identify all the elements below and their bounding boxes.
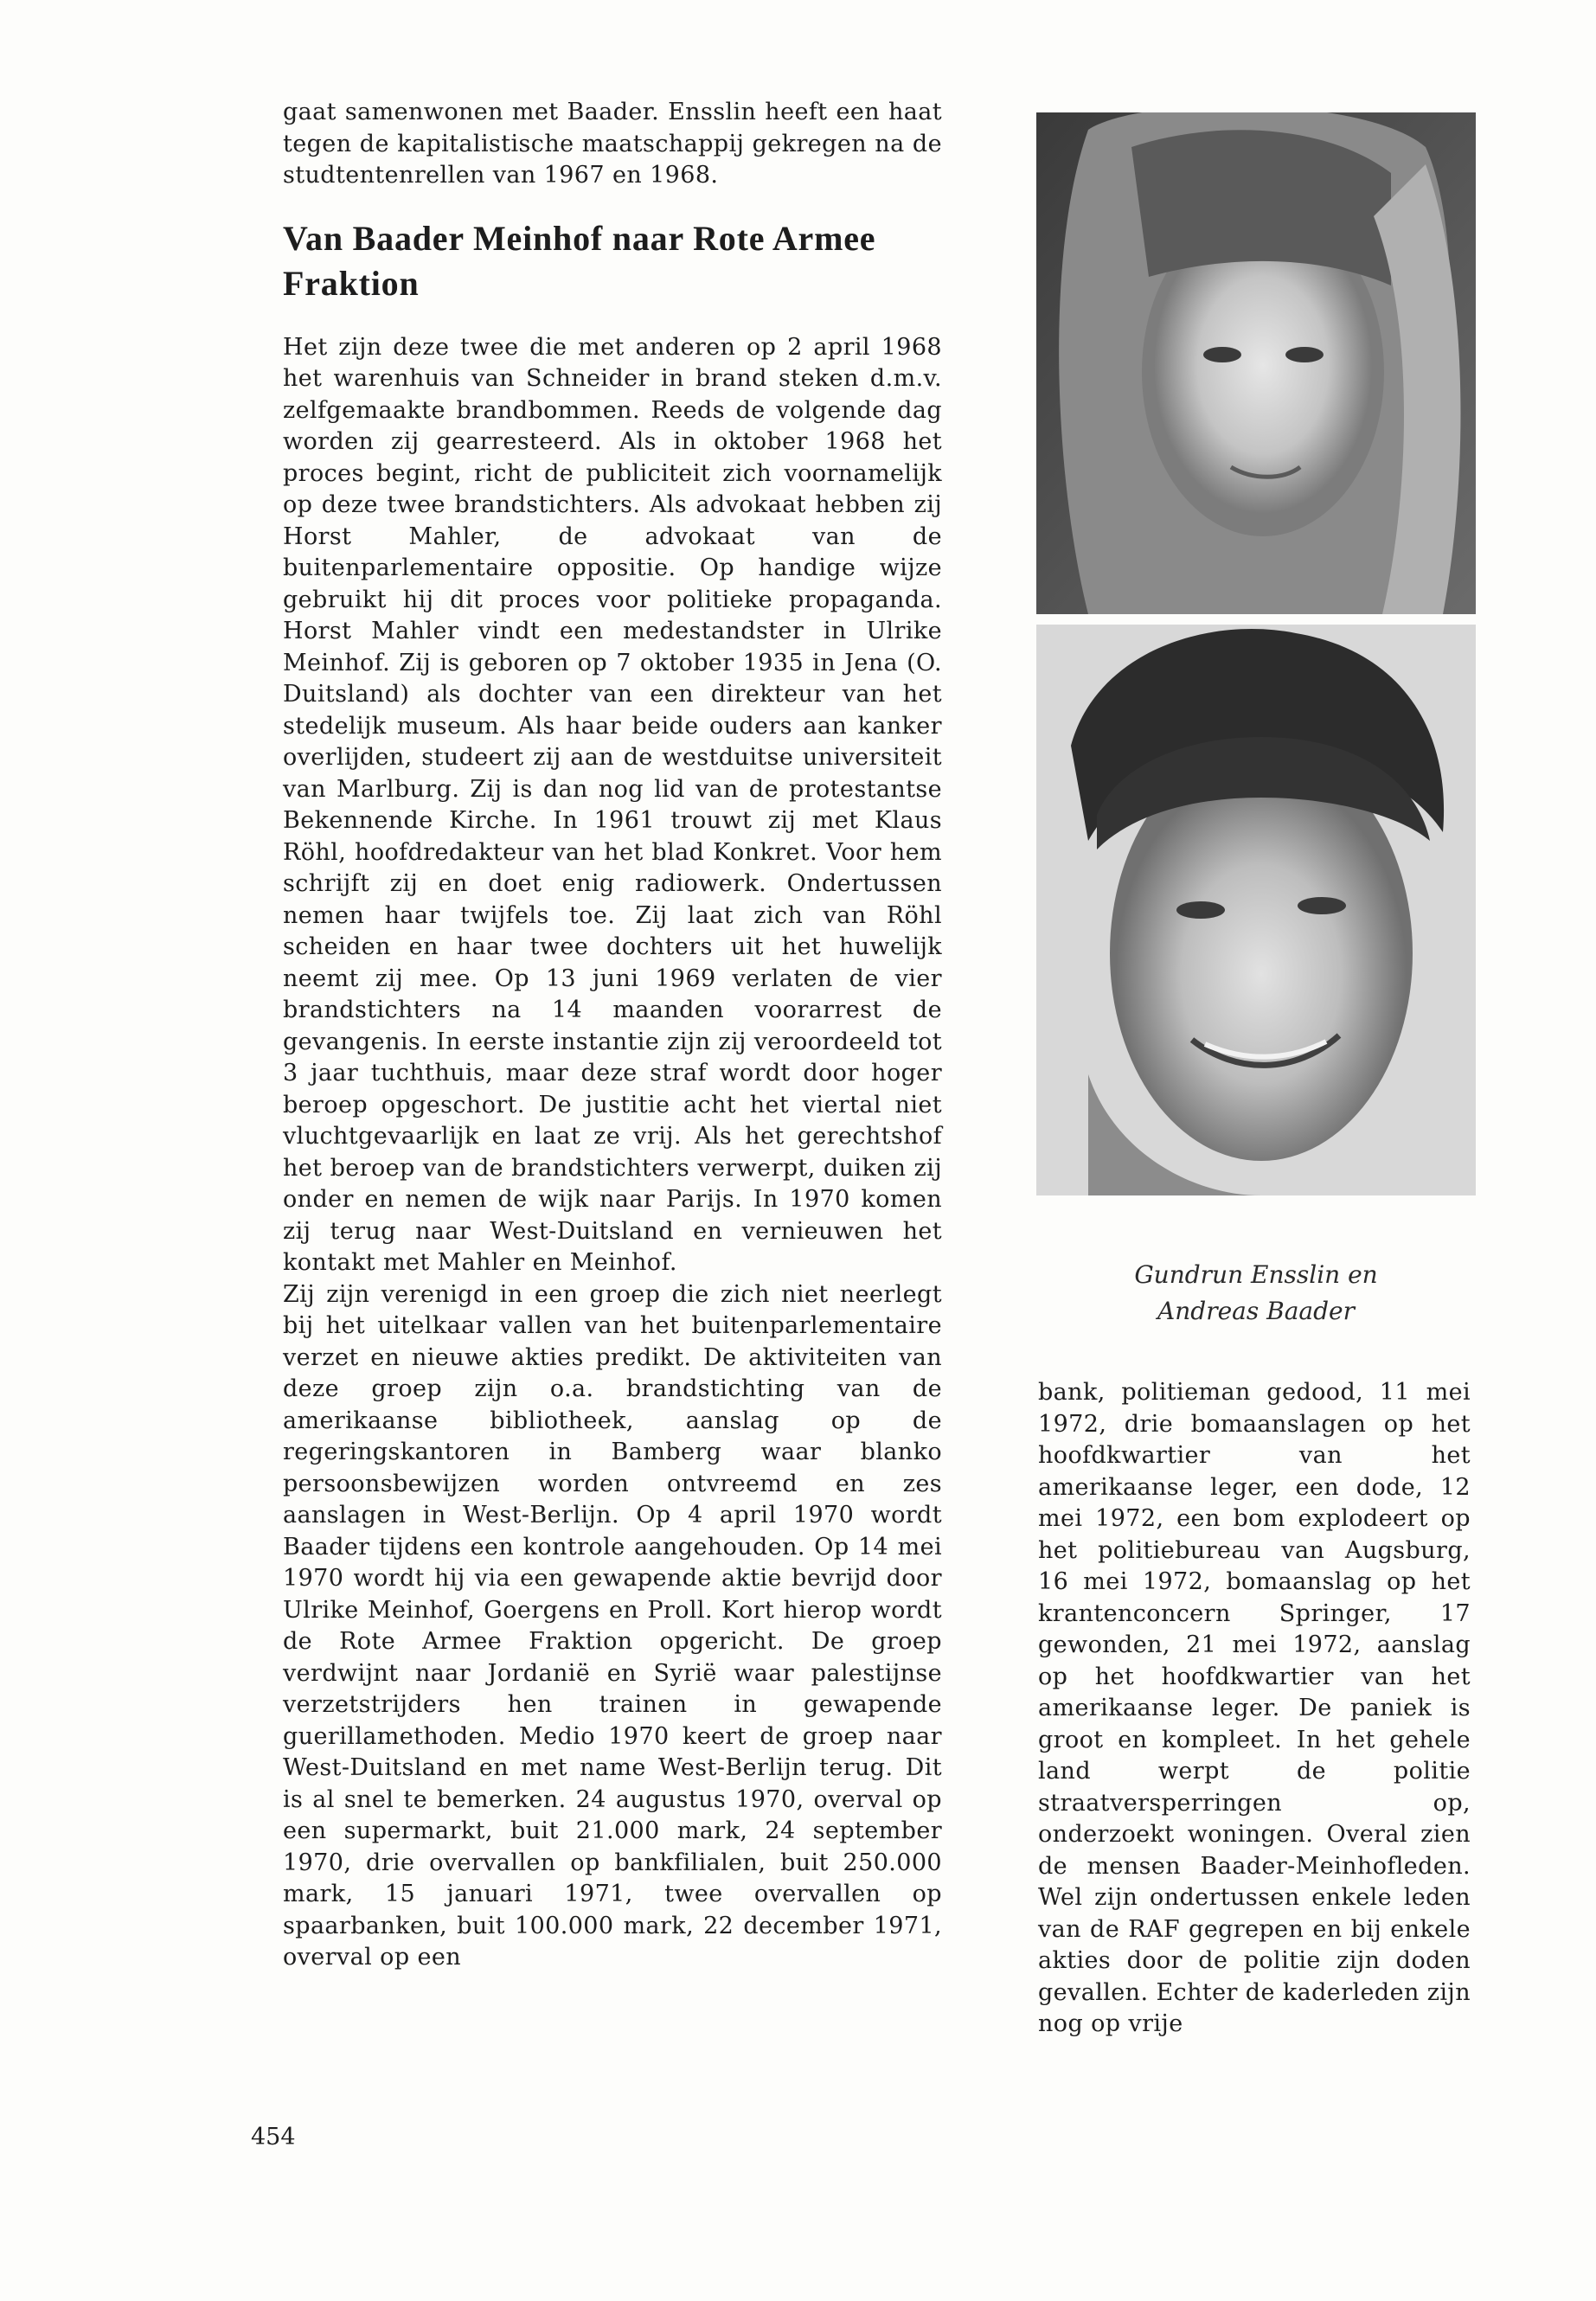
caption-line-1: Gundrun Ensslin en: [1134, 1260, 1378, 1289]
caption-line-2: Andreas Baader: [1157, 1297, 1355, 1325]
photo-andreas-baader: [1036, 625, 1476, 1195]
photo-gundrun-ensslin: [1036, 112, 1476, 614]
main-paragraph: Het zijn deze twee die met anderen op 2 april 1968 het warenhuis van Schneider in brand steken d.m.v. zelfgemaakte brandbommen. Reeds de volgende dag worden zij gearresteerd. Als in oktober 1968 het proces begint, richt de publiciteit zich voornamelijk op deze twee brandstichters. Als advokaat hebben zij Horst Mahler, de advokaat van de buitenparlementaire oppositie. Op handige wijze gebruikt hij dit proces voor politieke propaganda. Horst Mahler vindt een medestandster in Ulrike Meinhof. Zij is geboren op 7 oktober 1935 in Jena (O. Duitsland) als dochter van een direkteur van het stedelijk museum. Als haar beide ouders aan kanker overlijden, studeert zij aan de westduitse universiteit van Marlburg. Zij is dan nog lid van de protestantse Bekennende Kirche. In 1961 trouwt zij met Klaus Röhl, hoofdredakteur van het blad Konkret. Voor hem schrijft zij en doet enig radiowerk. Ondertussen nemen haar twijfels toe. Zij laat zich van Röhl scheiden en haar twee dochters uit het huwelijk neemt zij mee. Op 13 juni 1969 verlaten de vier brandstichters na 14 maanden voorarrest de gevangenis. In eerste instantie zijn zij veroordeeld tot 3 jaar tuchthuis, maar deze straf wordt door hoger beroep opgeschort. De justitie acht het viertal niet vluchtgevaarlijk en laat ze vrij. Als het gerechtshof het beroep van de brandstichters verwerpt, duiken zij onder en nemen de wijk naar Parijs. In 1970 komen zij terug naar West-Duitsland en vernieuwen het kontakt met Mahler en Meinhof.: [283, 333, 943, 1276]
photo-caption: [1036, 1257, 1476, 1330]
group-paragraph: Zij zijn verenigd in een groep die zich niet neerlegt bij het uitelkaar vallen van het buitenparlementaire verzet en nieuwe akties predikt. De aktiviteiten van deze groep zijn o.a. brandstichting van de amerikaanse bibliotheek, aanslag op de regeringskantoren in Bamberg waar blanko persoonsbewijzen worden ontvreemd en zes aanslagen in West-Berlijn. Op 4 april 1970 wordt Baader tijdens een kontrole aangehouden. Op 14 mei 1970 wordt hij via een gewapende aktie bevrijd door Ulrike Meinhof, Goergens en Proll. Kort hierop wordt de Rote Armee Fraktion opgericht. De groep verdwijnt naar Jordanië en Syrië waar palestijnse verzetstrijders hen trainen in gewapende guerillamethoden. Medio 1970 keert de groep naar West-Duitsland en met name West-Berlijn terug. Dit is al snel te bemerken. 24 augustus 1970, overval op een supermarkt, buit 21.000 mark, 24 september 1970, drie overvallen op bankfilialen, buit 250.000 mark, 15 januari 1971, twee overvallen op spaarbanken, buit 100.000 mark, 22 december 1971, overval op een: [283, 1280, 942, 1971]
right-paragraph: bank, politieman gedood, 11 mei 1972, drie bomaanslagen op het hoofdkwartier van het amerikaanse leger, een dode, 12 mei 1972, een bom explodeert op het politiebureau van Augsburg, 16 mei 1972, bomaanslag op het krantenconcern Springer, 17 gewonden, 21 mei 1972, aanslag op het hoofdkwartier van het amerikaanse leger. De paniek is groot en kompleet. In het gehele land werpt de politie straatversperringen op, onderzoekt woningen. Overal zien de mensen Baader-Meinhofleden. Wel zijn ondertussen enkele leden van de RAF gegrepen en bij enkele akties door de politie zijn doden gevallen. Echter de kaderleden zijn nog op vrije: [1038, 1379, 1471, 2037]
left-text-column: [283, 97, 942, 1974]
intro-paragraph: gaat samenwonen met Baader. Ensslin heeft een haat tegen de kapitalistische maatschappij gekregen na de studtentenrellen van 1967 en 1968.: [283, 99, 942, 189]
photo-stack: [1036, 112, 1476, 1195]
section-heading: Van Baader Meinhof naar Rote Armee Fraktion: [283, 218, 876, 303]
right-text-column: [1038, 1377, 1471, 2041]
page-number: 454: [251, 2124, 296, 2150]
